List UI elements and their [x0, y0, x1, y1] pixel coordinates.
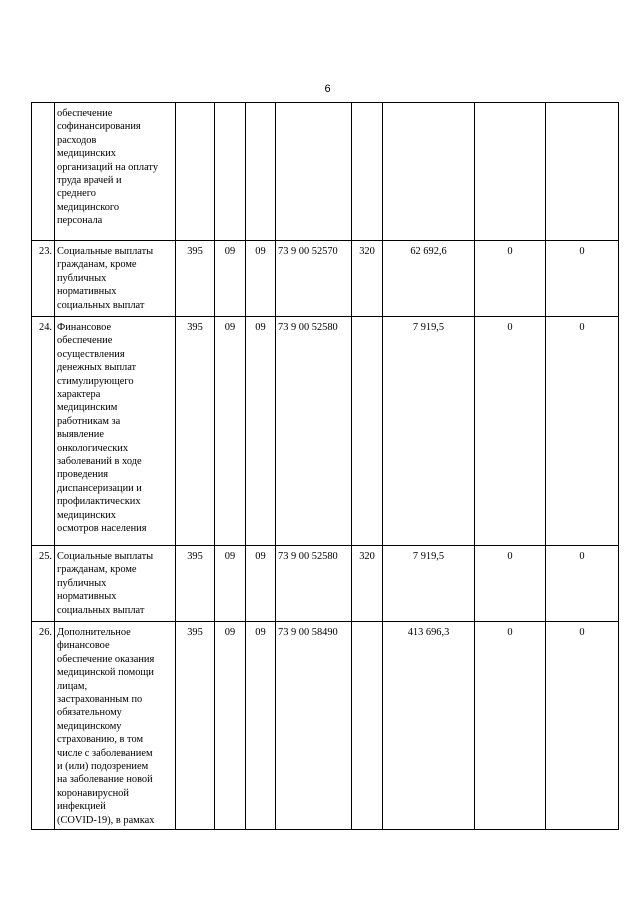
amount-year2-cell: 0 — [475, 622, 546, 830]
subsection-code-cell: 09 — [246, 241, 276, 317]
row-number-cell: 24. — [32, 317, 55, 546]
amount-year1-cell: 7 919,5 — [383, 317, 475, 546]
grbs-code-cell — [176, 103, 215, 241]
item-name-line: профилактических — [57, 496, 141, 508]
item-name-line: денежных выплат — [57, 362, 137, 374]
item-name-line: гражданам, кроме — [57, 259, 137, 271]
amount-year1-cell: 413 696,3 — [383, 622, 475, 830]
item-name-cell — [55, 622, 176, 830]
item-name-line: (COVID-19), в рамках — [57, 814, 155, 826]
row-number-cell — [32, 103, 55, 241]
item-name-line: организаций на оплату — [57, 161, 159, 173]
expense-type-cell — [352, 103, 383, 241]
amount-year1-cell: 7 919,5 — [383, 546, 475, 622]
item-name-cell — [55, 241, 176, 317]
item-name-line: гражданам, кроме — [57, 564, 137, 576]
grbs-code-cell: 395 — [176, 317, 215, 546]
item-name-line: заболеваний в ходе — [57, 456, 142, 468]
amount-year3-cell — [546, 103, 619, 241]
item-name-line: стимулирующего — [57, 375, 134, 387]
item-name-line: коронавирусной — [57, 787, 129, 799]
item-name-line: диспансеризации и — [57, 482, 142, 494]
item-name-line: застрахованным по — [57, 694, 143, 706]
subsection-code-cell — [246, 103, 276, 241]
item-name-line: медицинской помощи — [57, 667, 154, 679]
item-name-line: нормативных — [57, 286, 117, 298]
item-name-line: страхованию, в том — [57, 734, 144, 746]
amount-year2-cell — [475, 103, 546, 241]
item-name-line: медицинских — [57, 148, 116, 160]
item-name-line: социальных выплат — [57, 604, 145, 616]
item-name-line: персонала — [57, 215, 103, 227]
budget-table — [31, 102, 619, 830]
item-name-line: публичных — [57, 272, 107, 284]
grbs-code-cell: 395 — [176, 241, 215, 317]
item-name-line: работникам за — [57, 415, 121, 427]
amount-year2-cell: 0 — [475, 241, 546, 317]
grbs-code-cell: 395 — [176, 546, 215, 622]
amount-year2-cell: 0 — [475, 317, 546, 546]
amount-year3-cell: 0 — [546, 622, 619, 830]
item-name-line: проведения — [57, 469, 109, 481]
item-name-line: финансовое — [57, 640, 110, 652]
item-name-line: Социальные выплаты — [57, 551, 154, 562]
target-article-cell: 73 9 00 58490 — [276, 622, 352, 830]
table-body — [32, 103, 619, 830]
item-name-line: на заболевание новой — [57, 774, 153, 786]
item-name-line: медицинского — [57, 201, 120, 213]
amount-year1-cell: 62 692,6 — [383, 241, 475, 317]
amount-year3-cell: 0 — [546, 546, 619, 622]
item-name-line: осуществления — [57, 348, 125, 360]
page-number: 6 — [324, 83, 331, 95]
section-code-cell: 09 — [215, 317, 246, 546]
item-name-line: нормативных — [57, 591, 117, 603]
amount-year1-cell — [383, 103, 475, 241]
item-name-line: Дополнительное — [57, 627, 131, 638]
item-name-line: инфекцией — [57, 801, 106, 813]
item-name-line: онкологических — [57, 442, 129, 454]
item-name-line: обязательному — [57, 707, 122, 719]
item-name-line: числе с заболеванием — [57, 747, 153, 759]
section-code-cell — [215, 103, 246, 241]
grbs-code-cell: 395 — [176, 622, 215, 830]
section-code-cell: 09 — [215, 241, 246, 317]
item-name-line: софинансирования — [57, 121, 141, 133]
amount-year3-cell: 0 — [546, 241, 619, 317]
row-number-cell: 23. — [32, 241, 55, 317]
item-name-cell — [55, 317, 176, 546]
amount-year2-cell: 0 — [475, 546, 546, 622]
item-name-line: социальных выплат — [57, 299, 145, 311]
expense-type-cell: 320 — [352, 241, 383, 317]
item-name-line: обеспечение оказания — [57, 653, 155, 665]
item-name-line: обеспечение — [57, 335, 113, 347]
target-article-cell — [276, 103, 352, 241]
amount-year3-cell: 0 — [546, 317, 619, 546]
subsection-code-cell: 09 — [246, 546, 276, 622]
item-name-line: Финансовое — [57, 322, 112, 333]
section-code-cell: 09 — [215, 622, 246, 830]
item-name-line: лицам, — [57, 680, 88, 692]
subsection-code-cell: 09 — [246, 622, 276, 830]
table-row — [32, 546, 619, 622]
expense-type-cell: 320 — [352, 546, 383, 622]
table-row — [32, 622, 619, 830]
item-name-line: Социальные выплаты — [57, 246, 154, 257]
item-name-line: осмотров населения — [57, 523, 147, 535]
expense-type-cell — [352, 317, 383, 546]
item-name-line: медицинскому — [57, 720, 122, 732]
item-name-cell — [55, 103, 176, 241]
item-name-cell — [55, 546, 176, 622]
item-name-line: труда врачей и — [57, 175, 122, 187]
item-name-line: обеспечение — [57, 108, 113, 119]
item-name-line: выявление — [57, 429, 104, 441]
target-article-cell: 73 9 00 52580 — [276, 317, 352, 546]
table-row — [32, 103, 619, 241]
table-row — [32, 241, 619, 317]
subsection-code-cell: 09 — [246, 317, 276, 546]
item-name-line: публичных — [57, 577, 107, 589]
row-number-cell: 26. — [32, 622, 55, 830]
item-name-line: медицинских — [57, 509, 116, 521]
item-name-line: медицинским — [57, 402, 118, 414]
table-row — [32, 317, 619, 546]
item-name-line: среднего — [57, 188, 96, 200]
item-name-line: характера — [57, 389, 101, 401]
item-name-line: расходов — [57, 134, 97, 146]
target-article-cell: 73 9 00 52580 — [276, 546, 352, 622]
target-article-cell: 73 9 00 52570 — [276, 241, 352, 317]
expense-type-cell — [352, 622, 383, 830]
row-number-cell: 25. — [32, 546, 55, 622]
item-name-line: и (или) подозрением — [57, 761, 149, 773]
section-code-cell: 09 — [215, 546, 246, 622]
